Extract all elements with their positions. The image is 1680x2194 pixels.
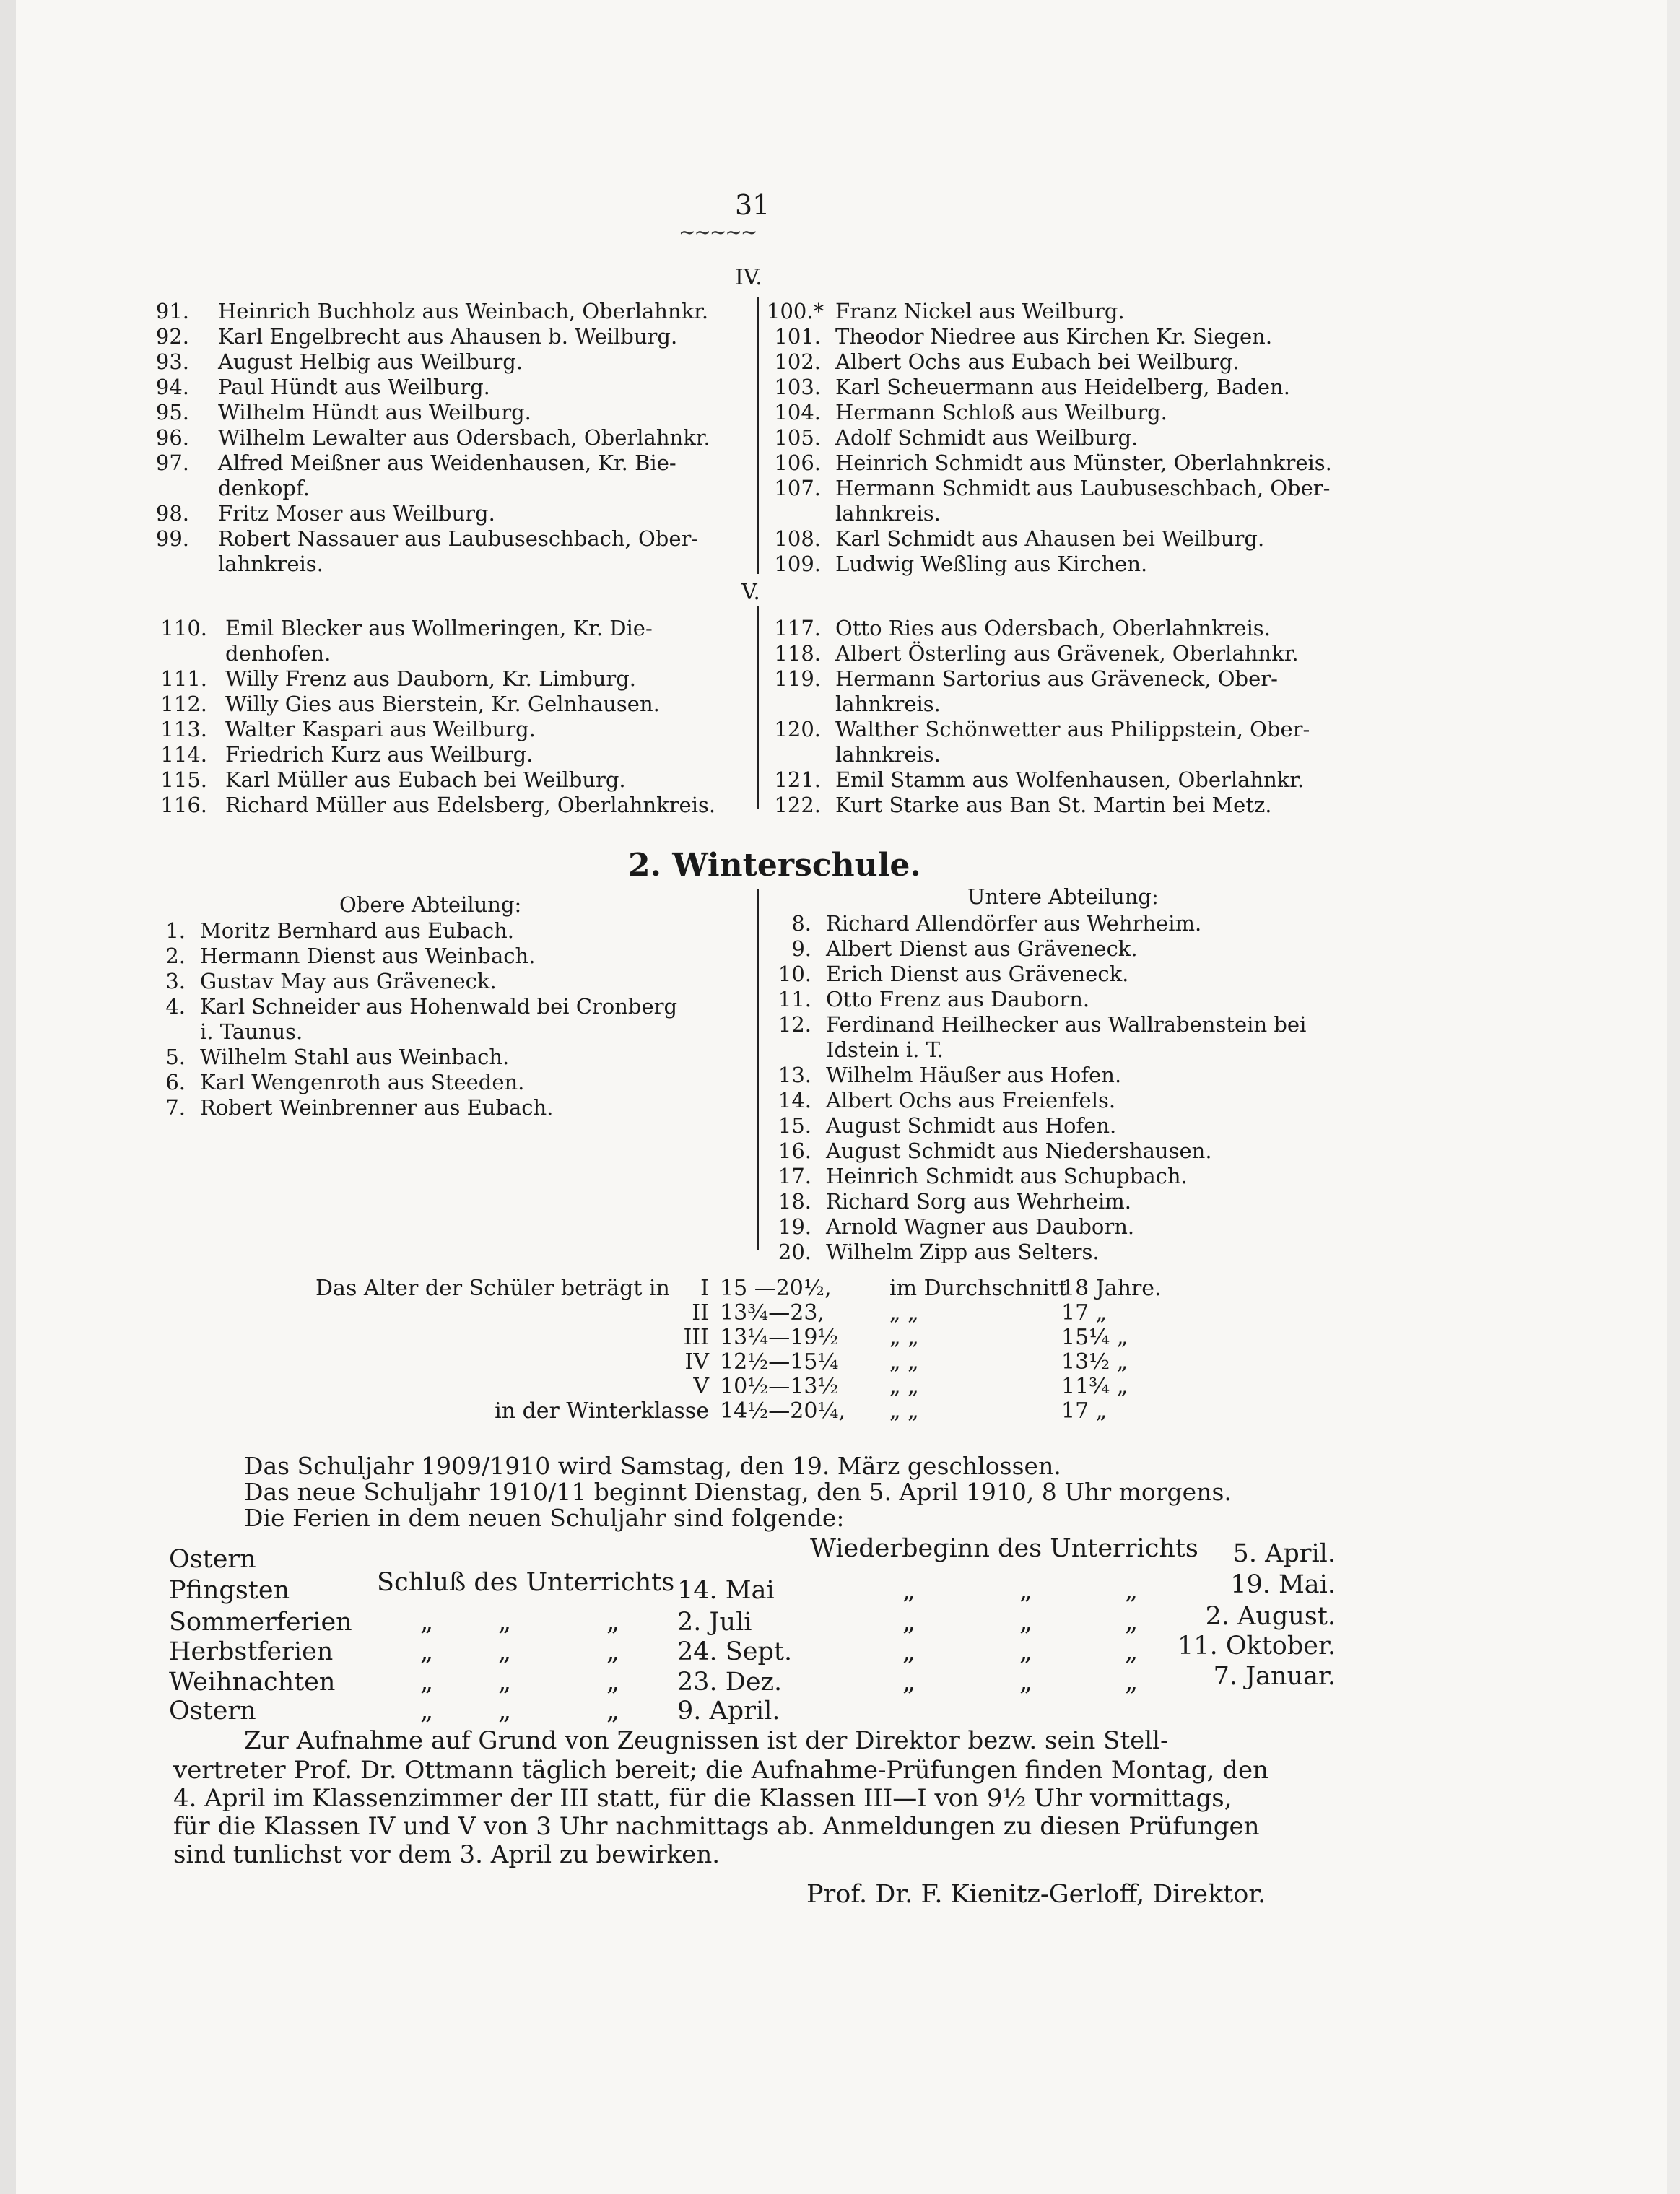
entry-number: 100.*: [767, 299, 824, 323]
entry-number: 119.: [774, 666, 821, 691]
list-entry: [767, 425, 1402, 450]
list-entry: [767, 1037, 1402, 1063]
entry-text: Idstein i. T.: [826, 1037, 944, 1062]
entry-number: 97.: [155, 450, 189, 475]
ditto-mark: „: [1125, 1668, 1139, 1697]
entry-number: 19.: [778, 1214, 811, 1239]
ditto-mark: „: [1125, 1576, 1139, 1605]
entry-number: 10.: [778, 962, 811, 986]
entry-text: Kurt Starke aus Ban St. Martin bei Metz.: [835, 793, 1272, 817]
end-date: 2. Juli: [677, 1608, 752, 1637]
ditto-mark: „: [606, 1668, 620, 1697]
age-class: IV: [684, 1349, 709, 1375]
list-entry: [153, 400, 745, 425]
ditto-mark: „: [606, 1637, 620, 1666]
school-year-start: Das neue Schuljahr 1910/11 beginnt Dienstag, den 5. April 1910, 8 Uhr morgens.: [244, 1478, 1232, 1506]
column-divider-v: [757, 606, 759, 809]
ditto-mark: „: [1125, 1608, 1139, 1637]
resume-date: 7. Januar.: [1213, 1662, 1336, 1691]
list-entry: [153, 616, 745, 641]
list-entry: [153, 692, 745, 717]
age-range: 13¾—23,: [720, 1300, 824, 1325]
list-entry: [767, 1164, 1402, 1189]
entry-text: Alfred Meißner aus Weidenhausen, Kr. Bie-: [218, 450, 676, 475]
entry-number: 99.: [155, 526, 189, 551]
entry-text: Theodor Niedree aus Kirchen Kr. Siegen.: [835, 324, 1273, 349]
column-divider-iv: [757, 297, 759, 574]
list-entry: [153, 450, 745, 476]
entry-text: Ludwig Weßling aus Kirchen.: [835, 552, 1148, 576]
age-class: III: [683, 1325, 709, 1350]
entry-text: Emil Stamm aus Wolfenhausen, Oberlahnkr.: [835, 767, 1305, 792]
ditto-mark: „: [498, 1608, 512, 1637]
list-entry: [767, 526, 1402, 552]
ditto-mark: „: [498, 1668, 512, 1697]
entry-text: Richard Müller aus Edelsberg, Oberlahnkreis.: [225, 793, 716, 817]
entry-text: Hermann Schloß aus Weilburg.: [835, 400, 1167, 425]
entry-number: 95.: [155, 400, 189, 425]
ditto-mark: „: [1019, 1668, 1033, 1697]
entry-number: 20.: [778, 1240, 811, 1264]
entry-number: 13.: [778, 1063, 811, 1087]
list-entry: [767, 1189, 1402, 1214]
ditto-mark: „: [902, 1668, 916, 1697]
age-class: I: [700, 1276, 709, 1301]
list-entry: [767, 1240, 1402, 1265]
entry-number: 15.: [778, 1113, 811, 1138]
age-range: 10½—13½: [720, 1374, 839, 1399]
list-entry: [767, 450, 1402, 476]
entry-text: Albert Österling aus Grävenek, Oberlahnkr.: [835, 641, 1299, 666]
end-header: Schluß des Unterrichts: [377, 1568, 675, 1597]
entry-number: 11.: [778, 987, 811, 1011]
admission-line: vertreter Prof. Dr. Ottmann täglich bereit; die Aufnahme-Prüfungen finden Montag, den: [173, 1756, 1268, 1785]
entry-text: Karl Schmidt aus Ahausen bei Weilburg.: [835, 526, 1265, 551]
age-average: 17 „: [1061, 1300, 1107, 1325]
list-entry: [153, 1019, 745, 1045]
entry-number: 2.: [165, 944, 186, 968]
end-date: 24. Sept.: [677, 1637, 793, 1666]
age-label: „ „: [889, 1398, 919, 1424]
entry-number: 118.: [774, 641, 821, 666]
age-average: 13½ „: [1061, 1349, 1128, 1375]
list-entry: [767, 1063, 1402, 1088]
entry-number: 93.: [155, 349, 189, 374]
admission-line: Zur Aufnahme auf Grund von Zeugnissen ist der Direktor bezw. sein Stell-: [244, 1726, 1169, 1755]
admission-line: 4. April im Klassenzimmer der III statt, für die Klassen III—I von 9½ Uhr vormittags,: [173, 1784, 1232, 1813]
entry-text: Karl Schneider aus Hohenwald bei Cronberg: [200, 994, 678, 1019]
ditto-mark: „: [902, 1608, 916, 1637]
list-entry: [153, 767, 745, 793]
list-entry: [767, 501, 1402, 526]
entry-number: 120.: [774, 717, 821, 741]
list-entry: [153, 349, 745, 375]
entry-text: Fritz Moser aus Weilburg.: [218, 501, 495, 526]
ditto-mark: „: [606, 1608, 620, 1637]
list-entry: [153, 994, 745, 1019]
signature: Prof. Dr. F. Kienitz-Gerloff, Direktor.: [806, 1880, 1266, 1909]
list-entry: [153, 324, 745, 349]
list-entry: [153, 717, 745, 742]
list-entry: [153, 1095, 745, 1120]
class-v-left-list: [153, 616, 745, 818]
entry-text: lahnkreis.: [835, 692, 941, 716]
entry-number: 105.: [774, 425, 821, 450]
ditto-mark: „: [606, 1697, 620, 1725]
entry-text: Wilhelm Zipp aus Selters.: [826, 1240, 1100, 1264]
entry-text: Willy Frenz aus Dauborn, Kr. Limburg.: [225, 666, 637, 691]
admission-line: sind tunlichst vor dem 3. April zu bewirken.: [173, 1840, 721, 1869]
list-entry: [153, 918, 745, 944]
entry-text: Karl Wengenroth aus Steeden.: [200, 1070, 525, 1094]
entry-number: 115.: [160, 767, 207, 792]
list-entry: [153, 552, 745, 577]
age-range: 14½—20¼,: [720, 1398, 846, 1424]
end-date: 9. April.: [677, 1697, 780, 1725]
winter-school-heading: 2. Winterschule.: [628, 847, 921, 884]
list-entry: [153, 425, 745, 450]
entry-number: 113.: [160, 717, 207, 741]
ditto-mark: „: [1019, 1637, 1033, 1666]
entry-number: 16.: [778, 1139, 811, 1163]
entry-text: Franz Nickel aus Weilburg.: [835, 299, 1125, 323]
entry-number: 108.: [774, 526, 821, 551]
list-entry: [767, 666, 1402, 692]
entry-number: 1.: [165, 918, 186, 943]
entry-text: August Schmidt aus Hofen.: [826, 1113, 1117, 1138]
list-entry: [153, 944, 745, 969]
age-label: „ „: [889, 1374, 919, 1399]
entry-text: denhofen.: [225, 641, 331, 666]
ditto-mark: „: [902, 1576, 916, 1605]
entry-text: Karl Scheuermann aus Heidelberg, Baden.: [835, 375, 1290, 399]
entry-number: 8.: [791, 911, 811, 936]
age-average: 18 Jahre.: [1061, 1276, 1162, 1301]
entry-text: Paul Hündt aus Weilburg.: [218, 375, 490, 399]
ditto-mark: „: [498, 1697, 512, 1725]
entry-number: 12.: [778, 1012, 811, 1037]
entry-text: Albert Dienst aus Gräveneck.: [826, 936, 1138, 961]
holiday-name: Weihnachten: [169, 1668, 336, 1697]
resume-date: 2. August.: [1205, 1602, 1336, 1631]
entry-number: 107.: [774, 476, 821, 500]
entry-text: lahnkreis.: [835, 742, 941, 767]
list-entry: [153, 1070, 745, 1095]
entry-number: 6.: [165, 1070, 186, 1094]
entry-text: Robert Weinbrenner aus Eubach.: [200, 1095, 554, 1120]
entry-text: Wilhelm Hündt aus Weilburg.: [218, 400, 531, 425]
ditto-mark: „: [1019, 1608, 1033, 1637]
entry-text: Wilhelm Lewalter aus Odersbach, Oberlahnkr.: [218, 425, 710, 450]
entry-text: Richard Allendörfer aus Wehrheim.: [826, 911, 1202, 936]
list-entry: [767, 742, 1402, 767]
list-entry: [153, 969, 745, 994]
entry-number: 7.: [165, 1095, 186, 1120]
list-entry: [767, 299, 1402, 324]
class-iv-left-list: [153, 299, 745, 577]
entry-text: Walter Kaspari aus Weilburg.: [225, 717, 536, 741]
entry-number: 91.: [155, 299, 189, 323]
age-label: „ „: [889, 1349, 919, 1375]
age-class: II: [692, 1300, 709, 1325]
list-entry: [767, 324, 1402, 349]
holidays-intro: Die Ferien in dem neuen Schuljahr sind folgende:: [244, 1504, 845, 1532]
entry-text: Albert Ochs aus Freienfels.: [826, 1088, 1116, 1113]
age-range: 12½—15¼: [720, 1349, 839, 1375]
list-entry: [767, 616, 1402, 641]
entry-number: 117.: [774, 616, 821, 640]
list-entry: [767, 911, 1402, 936]
resume-date: 19. Mai.: [1230, 1570, 1336, 1599]
entry-text: Karl Müller aus Eubach bei Weilburg.: [225, 767, 626, 792]
entry-text: Adolf Schmidt aus Weilburg.: [835, 425, 1139, 450]
list-entry: [153, 793, 745, 818]
entry-number: 121.: [774, 767, 821, 792]
ditto-mark: „: [902, 1637, 916, 1666]
entry-text: August Helbig aus Weilburg.: [218, 349, 523, 374]
entry-text: Richard Sorg aus Wehrheim.: [826, 1189, 1131, 1214]
ditto-mark: „: [420, 1668, 434, 1697]
age-range: 15 —20½,: [720, 1276, 832, 1301]
end-date: 23. Dez.: [677, 1668, 783, 1697]
entry-text: Walther Schönwetter aus Philippstein, Ober-: [835, 717, 1310, 741]
entry-text: Karl Engelbrecht aus Ahausen b. Weilburg.: [218, 324, 678, 349]
entry-number: 112.: [160, 692, 207, 716]
class-iv-right-list: [767, 299, 1402, 577]
list-entry: [767, 375, 1402, 400]
age-range: 13¼—19½: [720, 1325, 839, 1350]
list-entry: [153, 375, 745, 400]
entry-number: 17.: [778, 1164, 811, 1188]
column-divider-winter: [757, 889, 759, 1250]
entry-number: 103.: [774, 375, 821, 399]
entry-text: Emil Blecker aus Wollmeringen, Kr. Die-: [225, 616, 653, 640]
age-average: 11¾ „: [1061, 1374, 1128, 1399]
entry-number: 3.: [165, 969, 186, 993]
entry-text: Heinrich Schmidt aus Schupbach.: [826, 1164, 1188, 1188]
resume-date: 11. Oktober.: [1178, 1632, 1336, 1660]
age-intro: Das Alter der Schüler beträgt in: [315, 1276, 670, 1301]
upper-division-list: [153, 918, 745, 1120]
entry-text: Arnold Wagner aus Dauborn.: [826, 1214, 1135, 1239]
entry-text: Otto Ries aus Odersbach, Oberlahnkreis.: [835, 616, 1271, 640]
end-date: 14. Mai: [677, 1576, 775, 1605]
list-entry: [153, 742, 745, 767]
entry-text: Erich Dienst aus Gräveneck.: [826, 962, 1129, 986]
entry-number: 96.: [155, 425, 189, 450]
entry-number: 116.: [160, 793, 207, 817]
list-entry: [153, 1045, 745, 1070]
entry-number: 9.: [791, 936, 811, 961]
entry-number: 111.: [160, 666, 207, 691]
page-number: 31: [735, 189, 770, 221]
list-entry: [153, 666, 745, 692]
holiday-name: Ostern: [169, 1545, 256, 1574]
age-average: 15¼ „: [1061, 1325, 1128, 1350]
list-entry: [767, 987, 1402, 1012]
age-label: „ „: [889, 1325, 919, 1350]
entry-text: Gustav May aus Gräveneck.: [200, 969, 497, 993]
entry-number: 110.: [160, 616, 207, 640]
resume-date: 5. April.: [1232, 1539, 1336, 1568]
ditto-mark: „: [498, 1637, 512, 1666]
list-entry: [767, 1088, 1402, 1113]
list-entry: [767, 641, 1402, 666]
list-entry: [767, 1012, 1402, 1037]
entry-text: Willy Gies aus Bierstein, Kr. Gelnhausen.: [225, 692, 660, 716]
class-v-right-list: [767, 616, 1402, 818]
ditto-mark: „: [1019, 1576, 1033, 1605]
list-entry: [153, 641, 745, 666]
ditto-mark: „: [420, 1637, 434, 1666]
holiday-name: Sommerferien: [169, 1608, 352, 1637]
age-average: 17 „: [1061, 1398, 1107, 1424]
entry-text: Heinrich Buchholz aus Weinbach, Oberlahnkr.: [218, 299, 709, 323]
entry-number: 94.: [155, 375, 189, 399]
list-entry: [767, 936, 1402, 962]
entry-text: Hermann Schmidt aus Laubuseschbach, Ober-: [835, 476, 1331, 500]
entry-number: 5.: [165, 1045, 186, 1069]
holiday-name: Ostern: [169, 1697, 256, 1725]
entry-text: Albert Ochs aus Eubach bei Weilburg.: [835, 349, 1240, 374]
entry-text: Hermann Dienst aus Weinbach.: [200, 944, 536, 968]
entry-number: 92.: [155, 324, 189, 349]
entry-number: 122.: [774, 793, 821, 817]
entry-text: Ferdinand Heilhecker aus Wallrabenstein bei: [826, 1012, 1307, 1037]
entry-number: 101.: [774, 324, 821, 349]
age-label: im Durchschnitt: [889, 1276, 1067, 1301]
list-entry: [767, 717, 1402, 742]
holiday-name: Pfingsten: [169, 1576, 290, 1605]
age-class: V: [693, 1374, 709, 1399]
entry-text: lahnkreis.: [218, 552, 323, 576]
list-entry: [767, 349, 1402, 375]
list-entry: [767, 476, 1402, 501]
list-entry: [767, 1139, 1402, 1164]
entry-number: 104.: [774, 400, 821, 425]
list-entry: [767, 962, 1402, 987]
list-entry: [153, 476, 745, 501]
school-year-end: Das Schuljahr 1909/1910 wird Samstag, den 19. März geschlossen.: [244, 1452, 1061, 1480]
entry-text: Friedrich Kurz aus Weilburg.: [225, 742, 534, 767]
age-table: [16, 1276, 1676, 1435]
entry-text: Otto Frenz aus Dauborn.: [826, 987, 1090, 1011]
entry-text: lahnkreis.: [835, 501, 941, 526]
class-iv-heading: IV.: [735, 265, 762, 290]
entry-text: August Schmidt aus Niedershausen.: [826, 1139, 1212, 1163]
entry-text: Robert Nassauer aus Laubuseschbach, Ober-: [218, 526, 699, 551]
list-entry: [767, 1214, 1402, 1240]
list-entry: [767, 767, 1402, 793]
admission-line: für die Klassen IV und V von 3 Uhr nachmittags ab. Anmeldungen zu diesen Prüfungen: [173, 1812, 1260, 1841]
list-entry: [767, 1113, 1402, 1139]
list-entry: [767, 400, 1402, 425]
ditto-mark: „: [420, 1608, 434, 1637]
ditto-mark: „: [1125, 1637, 1139, 1666]
entry-text: Heinrich Schmidt aus Münster, Oberlahnkreis.: [835, 450, 1332, 475]
list-entry: [153, 501, 745, 526]
entry-text: i. Taunus.: [200, 1019, 303, 1044]
list-entry: [767, 692, 1402, 717]
list-entry: [767, 552, 1402, 577]
entry-number: 109.: [774, 552, 821, 576]
class-v-heading: V.: [741, 580, 760, 605]
entry-text: denkopf.: [218, 476, 310, 500]
age-class: in der Winterklasse: [495, 1398, 709, 1424]
holiday-name: Herbstferien: [169, 1637, 334, 1666]
entry-number: 106.: [774, 450, 821, 475]
entry-number: 14.: [778, 1088, 811, 1113]
entry-text: Wilhelm Stahl aus Weinbach.: [200, 1045, 510, 1069]
ditto-mark: „: [420, 1697, 434, 1725]
resume-header: Wiederbeginn des Unterrichts: [810, 1534, 1198, 1563]
entry-text: Hermann Sartorius aus Gräveneck, Ober-: [835, 666, 1278, 691]
entry-text: Wilhelm Häußer aus Hofen.: [826, 1063, 1122, 1087]
upper-division-heading: Obere Abteilung:: [339, 892, 522, 917]
lower-division-heading: Untere Abteilung:: [967, 884, 1159, 909]
list-entry: [153, 299, 745, 324]
entry-number: 102.: [774, 349, 821, 374]
entry-number: 98.: [155, 501, 189, 526]
age-label: „ „: [889, 1300, 919, 1325]
list-entry: [153, 526, 745, 552]
entry-number: 114.: [160, 742, 207, 767]
lower-division-list: [767, 911, 1402, 1265]
entry-text: Moritz Bernhard aus Eubach.: [200, 918, 514, 943]
entry-number: 18.: [778, 1189, 811, 1214]
list-entry: [767, 793, 1402, 818]
page-ornament: ~~~~~: [679, 220, 757, 244]
entry-number: 4.: [165, 994, 186, 1019]
